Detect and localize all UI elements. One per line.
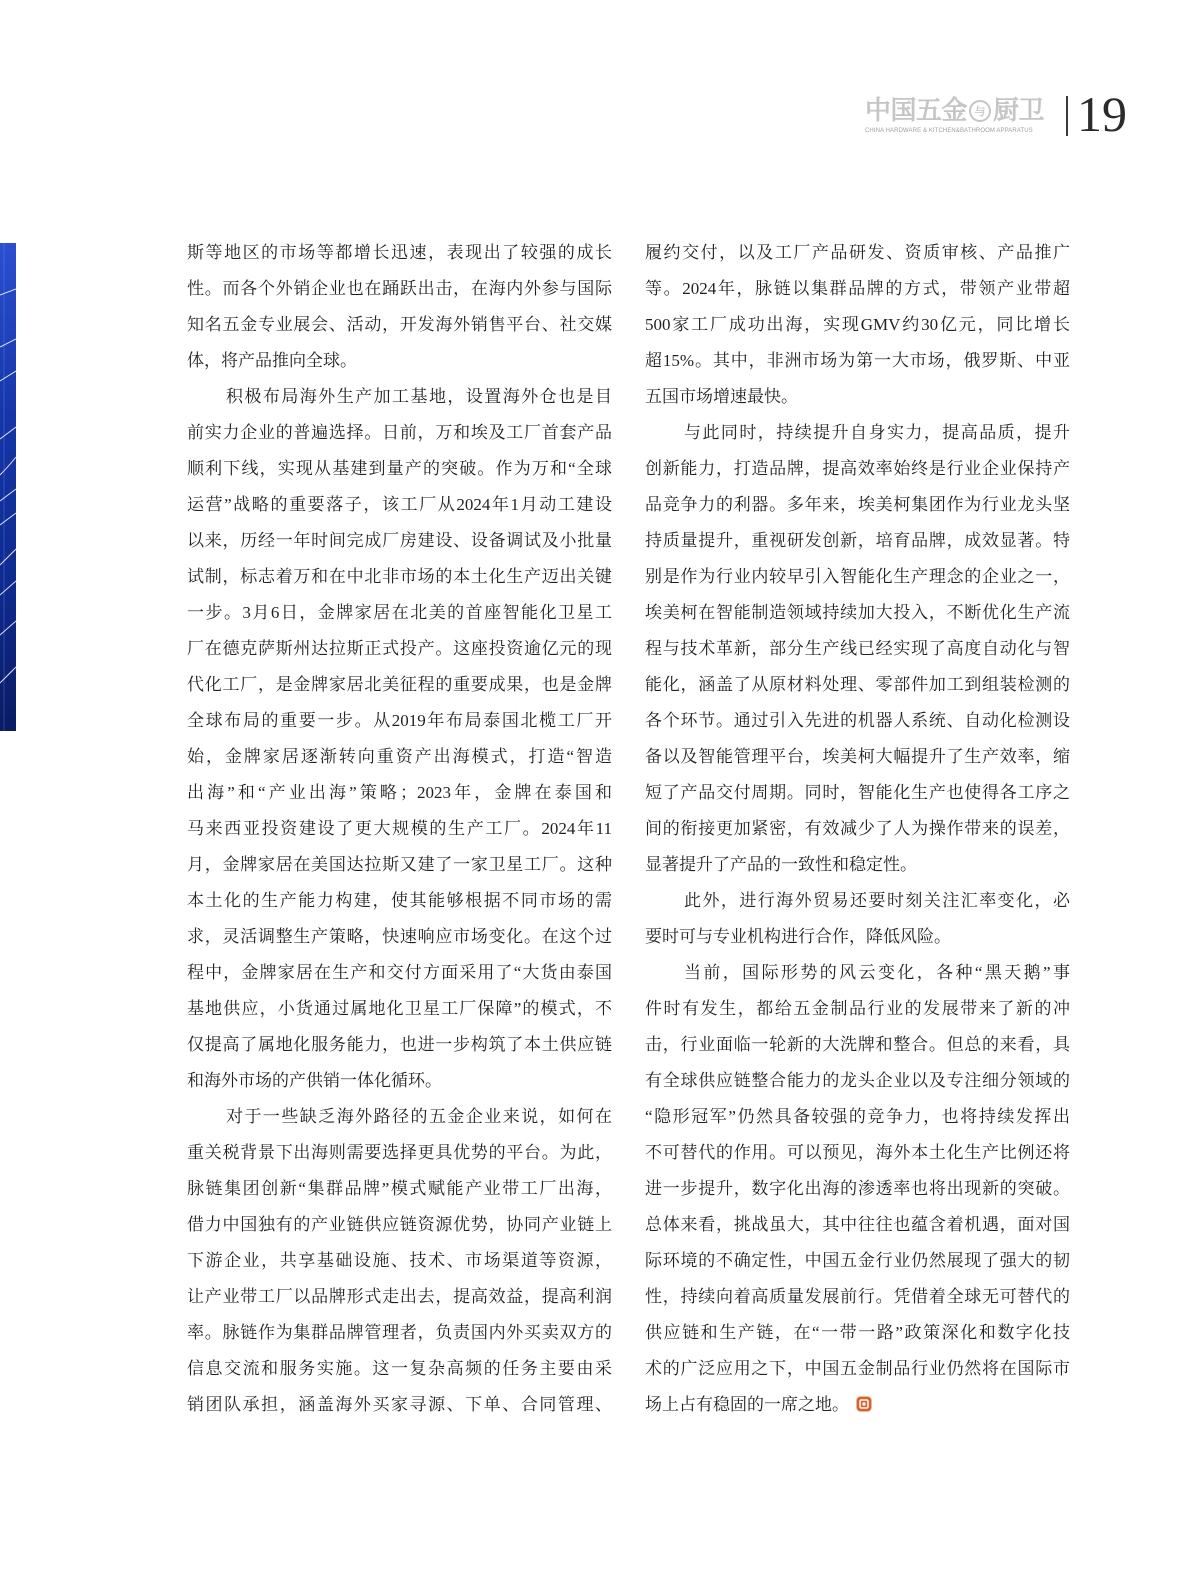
text-line: 借力中国独有的产业链供应链资源优势，协同产业链上 <box>187 1215 612 1234</box>
text-line: 脉链集团创新“集群品牌”模式赋能产业带工厂出海， <box>187 1179 612 1198</box>
text-line: 履约交付，以及工厂产品研发、资质审核、产品推广 <box>645 243 1070 262</box>
text-line: 件时有发生，都给五金制品行业的发展带来了新的冲 <box>645 999 1070 1018</box>
paragraph <box>645 415 1070 883</box>
text-line: 此外，进行海外贸易还要时刻关注汇率变化，必 <box>684 891 1070 910</box>
end-mark-icon <box>856 1396 872 1412</box>
paragraph <box>187 235 612 379</box>
text-line: 前实力企业的普遍选择。日前，万和埃及工厂首套产品 <box>187 423 612 442</box>
text-line: 顺利下线，实现从基建到量产的突破。作为万和“全球 <box>187 459 612 478</box>
text-line: 始，金牌家居逐渐转向重资产出海模式，打造“智造 <box>187 747 612 766</box>
text-line: 供应链和生产链，在“一带一路”政策深化和数字化技 <box>645 1323 1070 1342</box>
text-line: 性，持续向着高质量发展前行。凭借着全球无可替代的 <box>645 1287 1070 1306</box>
text-line: 品竞争力的利器。多年来，埃美柯集团作为行业龙头坚 <box>645 495 1070 514</box>
text-line: 术的广泛应用之下，中国五金制品行业仍然将在国际市 <box>645 1359 1070 1378</box>
text-line: 创新能力，打造品牌，提高效率始终是行业企业保持产 <box>645 459 1070 478</box>
text-line: 能化，涵盖了从原材料处理、零部件加工到组装检测的 <box>645 675 1070 694</box>
text-line: 当前，国际形势的风云变化，各种“黑天鹅”事 <box>684 963 1070 982</box>
text-line: 进一步提升，数字化出海的渗透率也将出现新的突破。 <box>645 1179 1070 1198</box>
text-line: “隐形冠军”仍然具备较强的竞争力，也将持续发挥出 <box>645 1107 1070 1126</box>
logo-subtitle: CHINA HARDWARE & KITCHEN&BATHROOM APPARATUS <box>865 128 1033 134</box>
text-line: 重关税背景下出海则需要选择更具优势的平台。为此， <box>187 1143 612 1162</box>
text-line: 知名五金专业展会、活动，开发海外销售平台、社交媒 <box>187 315 612 334</box>
text-line: 埃美柯在智能制造领域持续加大投入，不断优化生产流 <box>645 603 1070 622</box>
text-line: 积极布局海外生产加工基地，设置海外仓也是目 <box>226 387 612 406</box>
text-line: 性。而各个外销企业也在踊跃出击，在海内外参与国际 <box>187 279 612 298</box>
text-line: 销团队承担，涵盖海外买家寻源、下单、合同管理、 <box>187 1395 612 1414</box>
text-line: 一步。3月6日，金牌家居在北美的首座智能化卫星工 <box>187 603 612 622</box>
text-line: 出海”和“产业出海”策略；2023年，金牌在泰国和 <box>187 783 612 802</box>
text-line: 超15%。其中，非洲市场为第一大市场，俄罗斯、中亚 <box>645 351 1070 370</box>
text-line: 等。2024年，脉链以集群品牌的方式，带领产业带超 <box>645 279 1070 298</box>
text-line: 别是作为行业内较早引入智能化生产理念的企业之一， <box>645 567 1070 586</box>
text-line: 际环境的不确定性，中国五金行业仍然展现了强大的韧 <box>645 1251 1070 1270</box>
text-line: 全球布局的重要一步。从2019年布局泰国北榄工厂开 <box>187 711 612 730</box>
text-line: 程中，金牌家居在生产和交付方面采用了“大货由泰国 <box>187 963 612 982</box>
text-line: 厂在德克萨斯州达拉斯正式投产。这座投资逾亿元的现 <box>187 639 612 658</box>
text-line: 间的衔接更加紧密，有效减少了人为操作带来的误差， <box>645 819 1070 838</box>
text-line: 备以及智能管理平台，埃美柯大幅提升了生产效率，缩 <box>645 747 1070 766</box>
text-line: 不可替代的作用。可以预见，海外本土化生产比例还将 <box>645 1143 1070 1162</box>
magazine-logo <box>865 97 1047 139</box>
text-line: 500家工厂成功出海，实现GMV约30亿元，同比增长 <box>645 315 1070 334</box>
text-line: 各个环节。通过引入先进的机器人系统、自动化检测设 <box>645 711 1070 730</box>
text-line: 与此同时，持续提升自身实力，提高品质，提升 <box>684 423 1070 442</box>
text-line: 马来西亚投资建设了更大规模的生产工厂。2024年11 <box>187 819 612 838</box>
text-line: 基地供应，小货通过属地化卫星工厂保障”的模式，不 <box>187 999 612 1018</box>
text-line: 击，行业面临一轮新的大洗牌和整合。但总的来看，具 <box>645 1035 1070 1054</box>
text-line: 让产业带工厂以品牌形式走出去，提高效益，提高利润 <box>187 1287 612 1306</box>
paragraph <box>645 235 1070 415</box>
text-line: 试制，标志着万和在中北非市场的本土化生产迈出关键 <box>187 567 612 586</box>
text-line: 信息交流和服务实施。这一复杂高频的任务主要由采 <box>187 1359 612 1378</box>
text-line: 持质量提升，重视研发创新，培育品牌，成效显著。特 <box>645 531 1070 550</box>
text-line: 斯等地区的市场等都增长迅速，表现出了较强的成长 <box>187 243 612 262</box>
text-line: 对于一些缺乏海外路径的五金企业来说，如何在 <box>226 1107 612 1126</box>
right-column <box>645 235 1070 1423</box>
blue-stripe-decoration <box>0 243 16 731</box>
text-line: 有全球供应链整合能力的龙头企业以及专注细分领域的 <box>645 1071 1070 1090</box>
text-line: 显著提升了产品的一致性和稳定性。 <box>645 855 917 874</box>
logo-text-part-1: 中国五金 <box>865 96 968 126</box>
text-line: 程与技术革新，部分生产线已经实现了高度自动化与智 <box>645 639 1070 658</box>
page-number: 19 <box>1077 86 1127 142</box>
text-line: 场上占有稳固的一席之地。 <box>645 1387 1070 1423</box>
text-line: 总体来看，挑战虽大，其中往往也蕴含着机遇，面对国 <box>645 1215 1070 1234</box>
logo-circle-mark <box>969 100 991 122</box>
paragraph <box>645 883 1070 955</box>
text-line: 代化工厂，是金牌家居北美征程的重要成果，也是金牌 <box>187 675 612 694</box>
text-line: 要时可与专业机构进行合作，降低风险。 <box>645 927 951 946</box>
left-column <box>187 235 612 1423</box>
logo-text-part-3: 厨卫 <box>993 96 1045 126</box>
text-line: 本土化的生产能力构建，使其能够根据不同市场的需 <box>187 891 612 910</box>
header-divider <box>1066 96 1068 136</box>
text-line: 体，将产品推向全球。 <box>187 351 357 370</box>
text-line: 率。脉链作为集群品牌管理者，负责国内外买卖双方的 <box>187 1323 612 1342</box>
paragraph <box>187 1099 612 1423</box>
text-line: 运营”战略的重要落子，该工厂从2024年1月动工建设 <box>187 495 612 514</box>
text-line: 仅提高了属地化服务能力，也进一步构筑了本土供应链 <box>187 1035 612 1054</box>
text-line: 五国市场增速最快。 <box>645 387 798 406</box>
paragraph <box>187 379 612 1099</box>
logo-wordmark <box>865 97 1047 125</box>
logo-text-part-2: 与 <box>974 104 986 118</box>
text-line: 以来，历经一年时间完成厂房建设、设备调试及小批量 <box>187 531 612 550</box>
text-line: 月，金牌家居在美国达拉斯又建了一家卫星工厂。这种 <box>187 855 612 874</box>
paragraph <box>645 955 1070 1423</box>
text-line: 下游企业，共享基础设施、技术、市场渠道等资源， <box>187 1251 612 1270</box>
text-line: 求，灵活调整生产策略，快速响应市场变化。在这个过 <box>187 927 612 946</box>
text-line: 短了产品交付周期。同时，智能化生产也使得各工序之 <box>645 783 1070 802</box>
text-line: 和海外市场的产供销一体化循环。 <box>187 1071 442 1090</box>
